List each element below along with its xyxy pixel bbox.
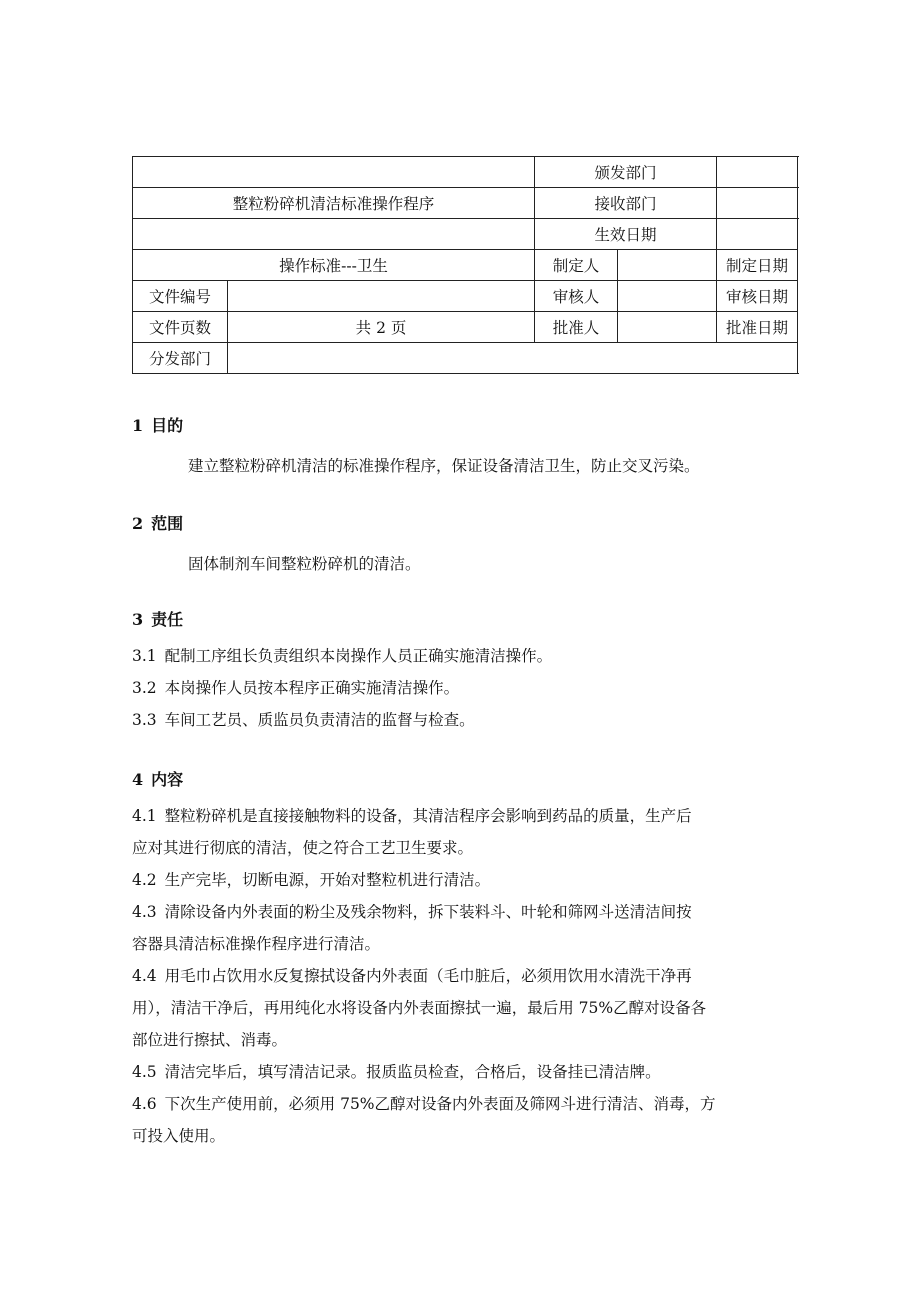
list-item: 4.2 生产完毕，切断电源，开始对整粒机进行清洁。 [132, 871, 491, 889]
section-responsibility [132, 610, 812, 736]
issuing-dept-value [717, 157, 798, 188]
make-date-label: 制定日期 [717, 250, 798, 281]
approver-label: 批准人 [535, 312, 618, 343]
approver-value [618, 312, 717, 343]
approve-date-label: 批准日期 [717, 312, 798, 343]
section-heading: 4 内容 [132, 770, 184, 789]
list-item: 4.6 下次生产使用前，必须用 75%乙醇对设备内外表面及筛网斗进行清洁、消毒，方 可投入使用。 [132, 1095, 716, 1145]
section-body: 建立整粒粉碎机清洁的标准操作程序，保证设备清洁卫生，防止交叉污染。 [188, 457, 700, 475]
receiving-dept-value [717, 188, 798, 219]
list-item: 4.1 整粒粉碎机是直接接触物料的设备，其清洁程序会影响到药品的质量，生产后 应对其进行彻底的清洁，使之符合工艺卫生要求。 [132, 807, 692, 857]
list-item: 3.1 配制工序组长负责组织本岗操作人员正确实施清洁操作。 [132, 647, 553, 665]
list-item: 4.3 清除设备内外表面的粉尘及残余物料，拆下装料斗、叶轮和筛网斗送清洁间按 容器具清洁标准操作程序进行清洁。 [132, 903, 692, 953]
effective-date-label: 生效日期 [535, 219, 717, 250]
distribution-value [228, 343, 798, 374]
maker-label: 制定人 [535, 250, 618, 281]
list-item: 3.2 本岗操作人员按本程序正确实施清洁操作。 [132, 679, 460, 697]
section-content [132, 770, 812, 1152]
blank-cell [133, 157, 535, 188]
section-heading: 1 目的 [132, 416, 184, 435]
blank-cell [133, 219, 535, 250]
list-item: 4.5 清洁完毕后，填写清洁记录。报质监员检查，合格后，设备挂已清洁牌。 [132, 1063, 661, 1081]
receiving-dept-label: 接收部门 [535, 188, 717, 219]
section-scope [132, 514, 812, 580]
document-title: 整粒粉碎机清洁标准操作程序 [133, 188, 535, 219]
section-body: 固体制剂车间整粒粉碎机的清洁。 [188, 555, 421, 573]
section-heading: 3 责任 [132, 610, 184, 629]
review-date-label: 审核日期 [717, 281, 798, 312]
section-purpose [132, 416, 812, 482]
category-cell: 操作标准---卫生 [133, 250, 535, 281]
page-count-label: 文件页数 [133, 312, 228, 343]
header-table [132, 156, 798, 374]
page-count-value: 共 2 页 [228, 312, 535, 343]
section-heading: 2 范围 [132, 514, 184, 533]
reviewer-label: 审核人 [535, 281, 618, 312]
doc-no-value [228, 281, 535, 312]
list-item: 4.4 用毛巾占饮用水反复擦拭设备内外表面（毛巾脏后，必须用饮用水清洗干净再 用），清洁干净后，再用纯化水将设备内外表面擦拭一遍，最后用 75%乙醇对设备各 部位进行擦拭、消毒。 [132, 967, 707, 1049]
reviewer-value [618, 281, 717, 312]
issuing-dept-label: 颁发部门 [535, 157, 717, 188]
effective-date-value [717, 219, 798, 250]
maker-value [618, 250, 717, 281]
distribution-label: 分发部门 [133, 343, 228, 374]
list-item: 3.3 车间工艺员、质监员负责清洁的监督与检查。 [132, 711, 475, 729]
doc-no-label: 文件编号 [133, 281, 228, 312]
